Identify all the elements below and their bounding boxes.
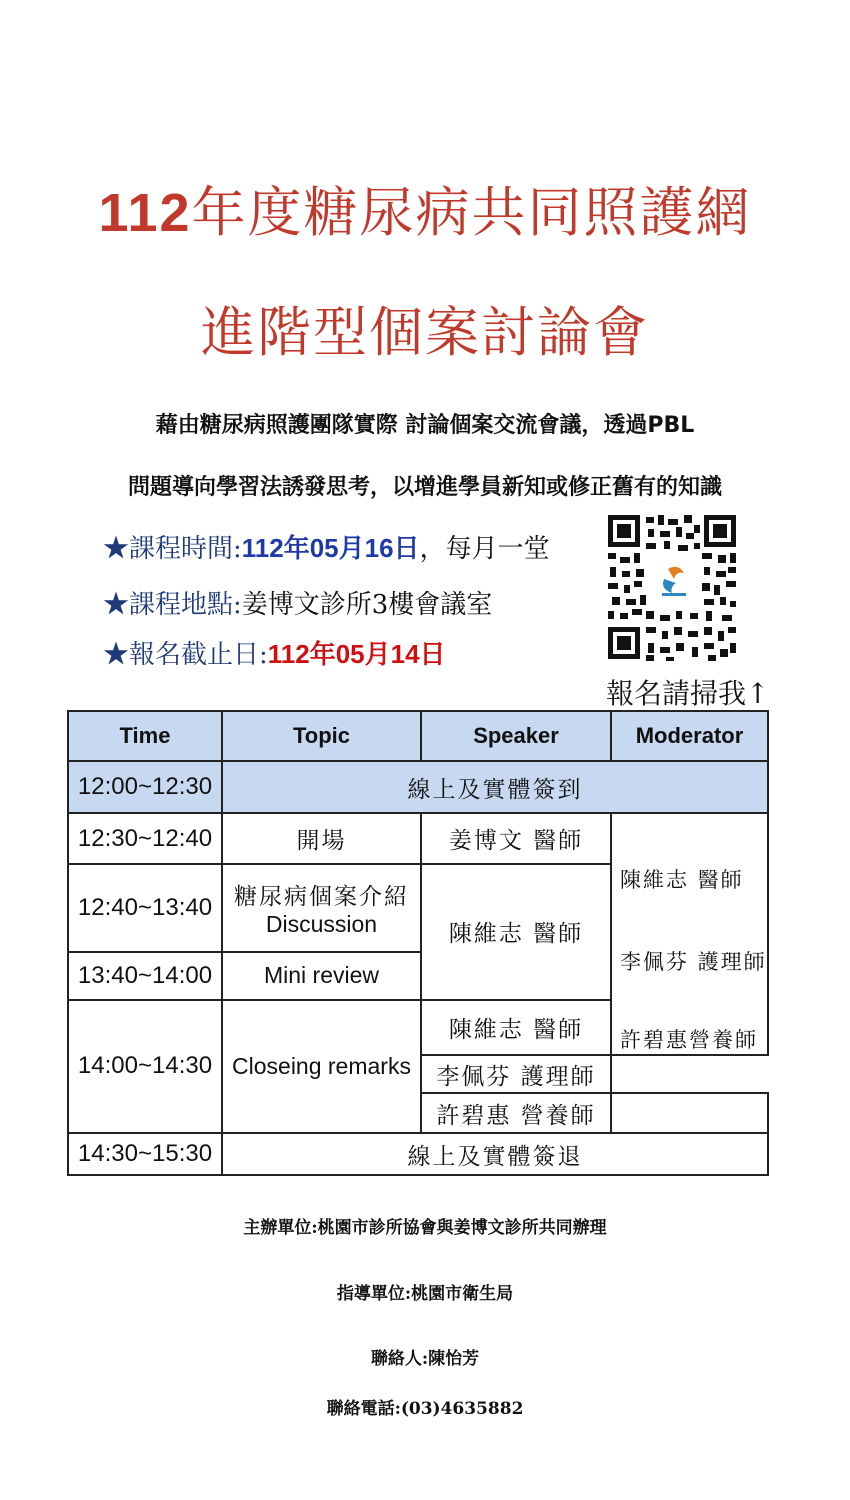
qr-code[interactable] xyxy=(606,513,738,663)
place-label: ★課程地點: xyxy=(103,590,242,620)
title-year: 112 xyxy=(98,183,192,243)
moderator-name: 李佩芬 護理師 xyxy=(620,950,767,974)
deadline-label: ★報名截止日: xyxy=(103,640,268,670)
moderator-empty-cell xyxy=(611,1093,768,1133)
header-moderator: Moderator xyxy=(611,711,768,761)
supervisor-text: 指導單位:桃園市衛生局 xyxy=(336,1284,514,1304)
merged-cell: 線上及實體簽到 xyxy=(222,761,768,813)
registration-deadline xyxy=(103,634,446,671)
topic-cell xyxy=(222,864,421,952)
topic-cell: Mini review xyxy=(222,952,421,1000)
table-row xyxy=(68,813,768,864)
contact-text: 聯絡人:陳怡芳 xyxy=(370,1349,480,1369)
topic-line: 糖尿病個案介紹 xyxy=(234,883,409,910)
intro-line-1: 藉由糖尿病照護團隊實際 討論個案交流會議，透過PBL xyxy=(155,413,695,438)
header-time: Time xyxy=(68,711,222,761)
intro-line-2: 問題導向學習法誘發思考，以增進學員新知或修正舊有的知識 xyxy=(127,475,722,500)
title-text: 年度糖尿病共同照護網 xyxy=(191,181,752,244)
time-cell: 13:40~14:00 xyxy=(68,952,222,1000)
topic-cell: 開場 xyxy=(222,813,421,864)
time-cell: 12:30~12:40 xyxy=(68,813,222,864)
moderator-name: 陳維志 醫師 xyxy=(620,868,744,892)
qr-caption: 報名請掃我↑ xyxy=(606,677,770,710)
speaker-cell: 陳維志 醫師 xyxy=(421,1000,611,1056)
course-time xyxy=(103,528,550,565)
header-topic: Topic xyxy=(222,711,421,761)
time-cell: 12:00~12:30 xyxy=(68,761,222,813)
time-value: 112年05月16日 xyxy=(241,533,420,563)
time-label: ★課程時間: xyxy=(103,534,242,564)
header-speaker: Speaker xyxy=(421,711,611,761)
speaker-cell: 姜博文 醫師 xyxy=(421,813,611,864)
moderator-name: 許碧惠營養師 xyxy=(620,1028,758,1052)
merged-cell: 線上及實體簽退 xyxy=(222,1133,768,1175)
time-suffix: ，每月一堂 xyxy=(419,534,550,564)
deadline-value: 112年05月14日 xyxy=(267,639,446,669)
phone-text: 聯絡電話:(03)4635882 xyxy=(326,1399,524,1419)
topic-cell: Closeing remarks xyxy=(222,1000,421,1134)
speaker-cell: 許碧惠 營養師 xyxy=(421,1093,611,1133)
speaker-cell: 李佩芬 護理師 xyxy=(421,1055,611,1093)
speaker-cell: 陳維志 醫師 xyxy=(421,864,611,1000)
page-subtitle: 進階型個案討論會 xyxy=(201,301,649,364)
table-row xyxy=(68,1133,768,1175)
time-cell: 14:30~15:30 xyxy=(68,1133,222,1175)
organizer-text: 主辦單位:桃園市診所協會與姜博文診所共同辦理 xyxy=(243,1218,607,1238)
time-cell: 12:40~13:40 xyxy=(68,864,222,952)
moderator-cell xyxy=(611,813,768,1055)
course-place xyxy=(103,584,492,621)
page-title xyxy=(0,170,850,247)
place-value: 姜博文診所3樓會議室 xyxy=(241,590,493,620)
table-row xyxy=(68,761,768,813)
time-cell: 14:00~14:30 xyxy=(68,1000,222,1134)
topic-line: Discussion xyxy=(265,910,378,937)
schedule-table xyxy=(67,710,769,1176)
table-header-row xyxy=(68,711,768,761)
